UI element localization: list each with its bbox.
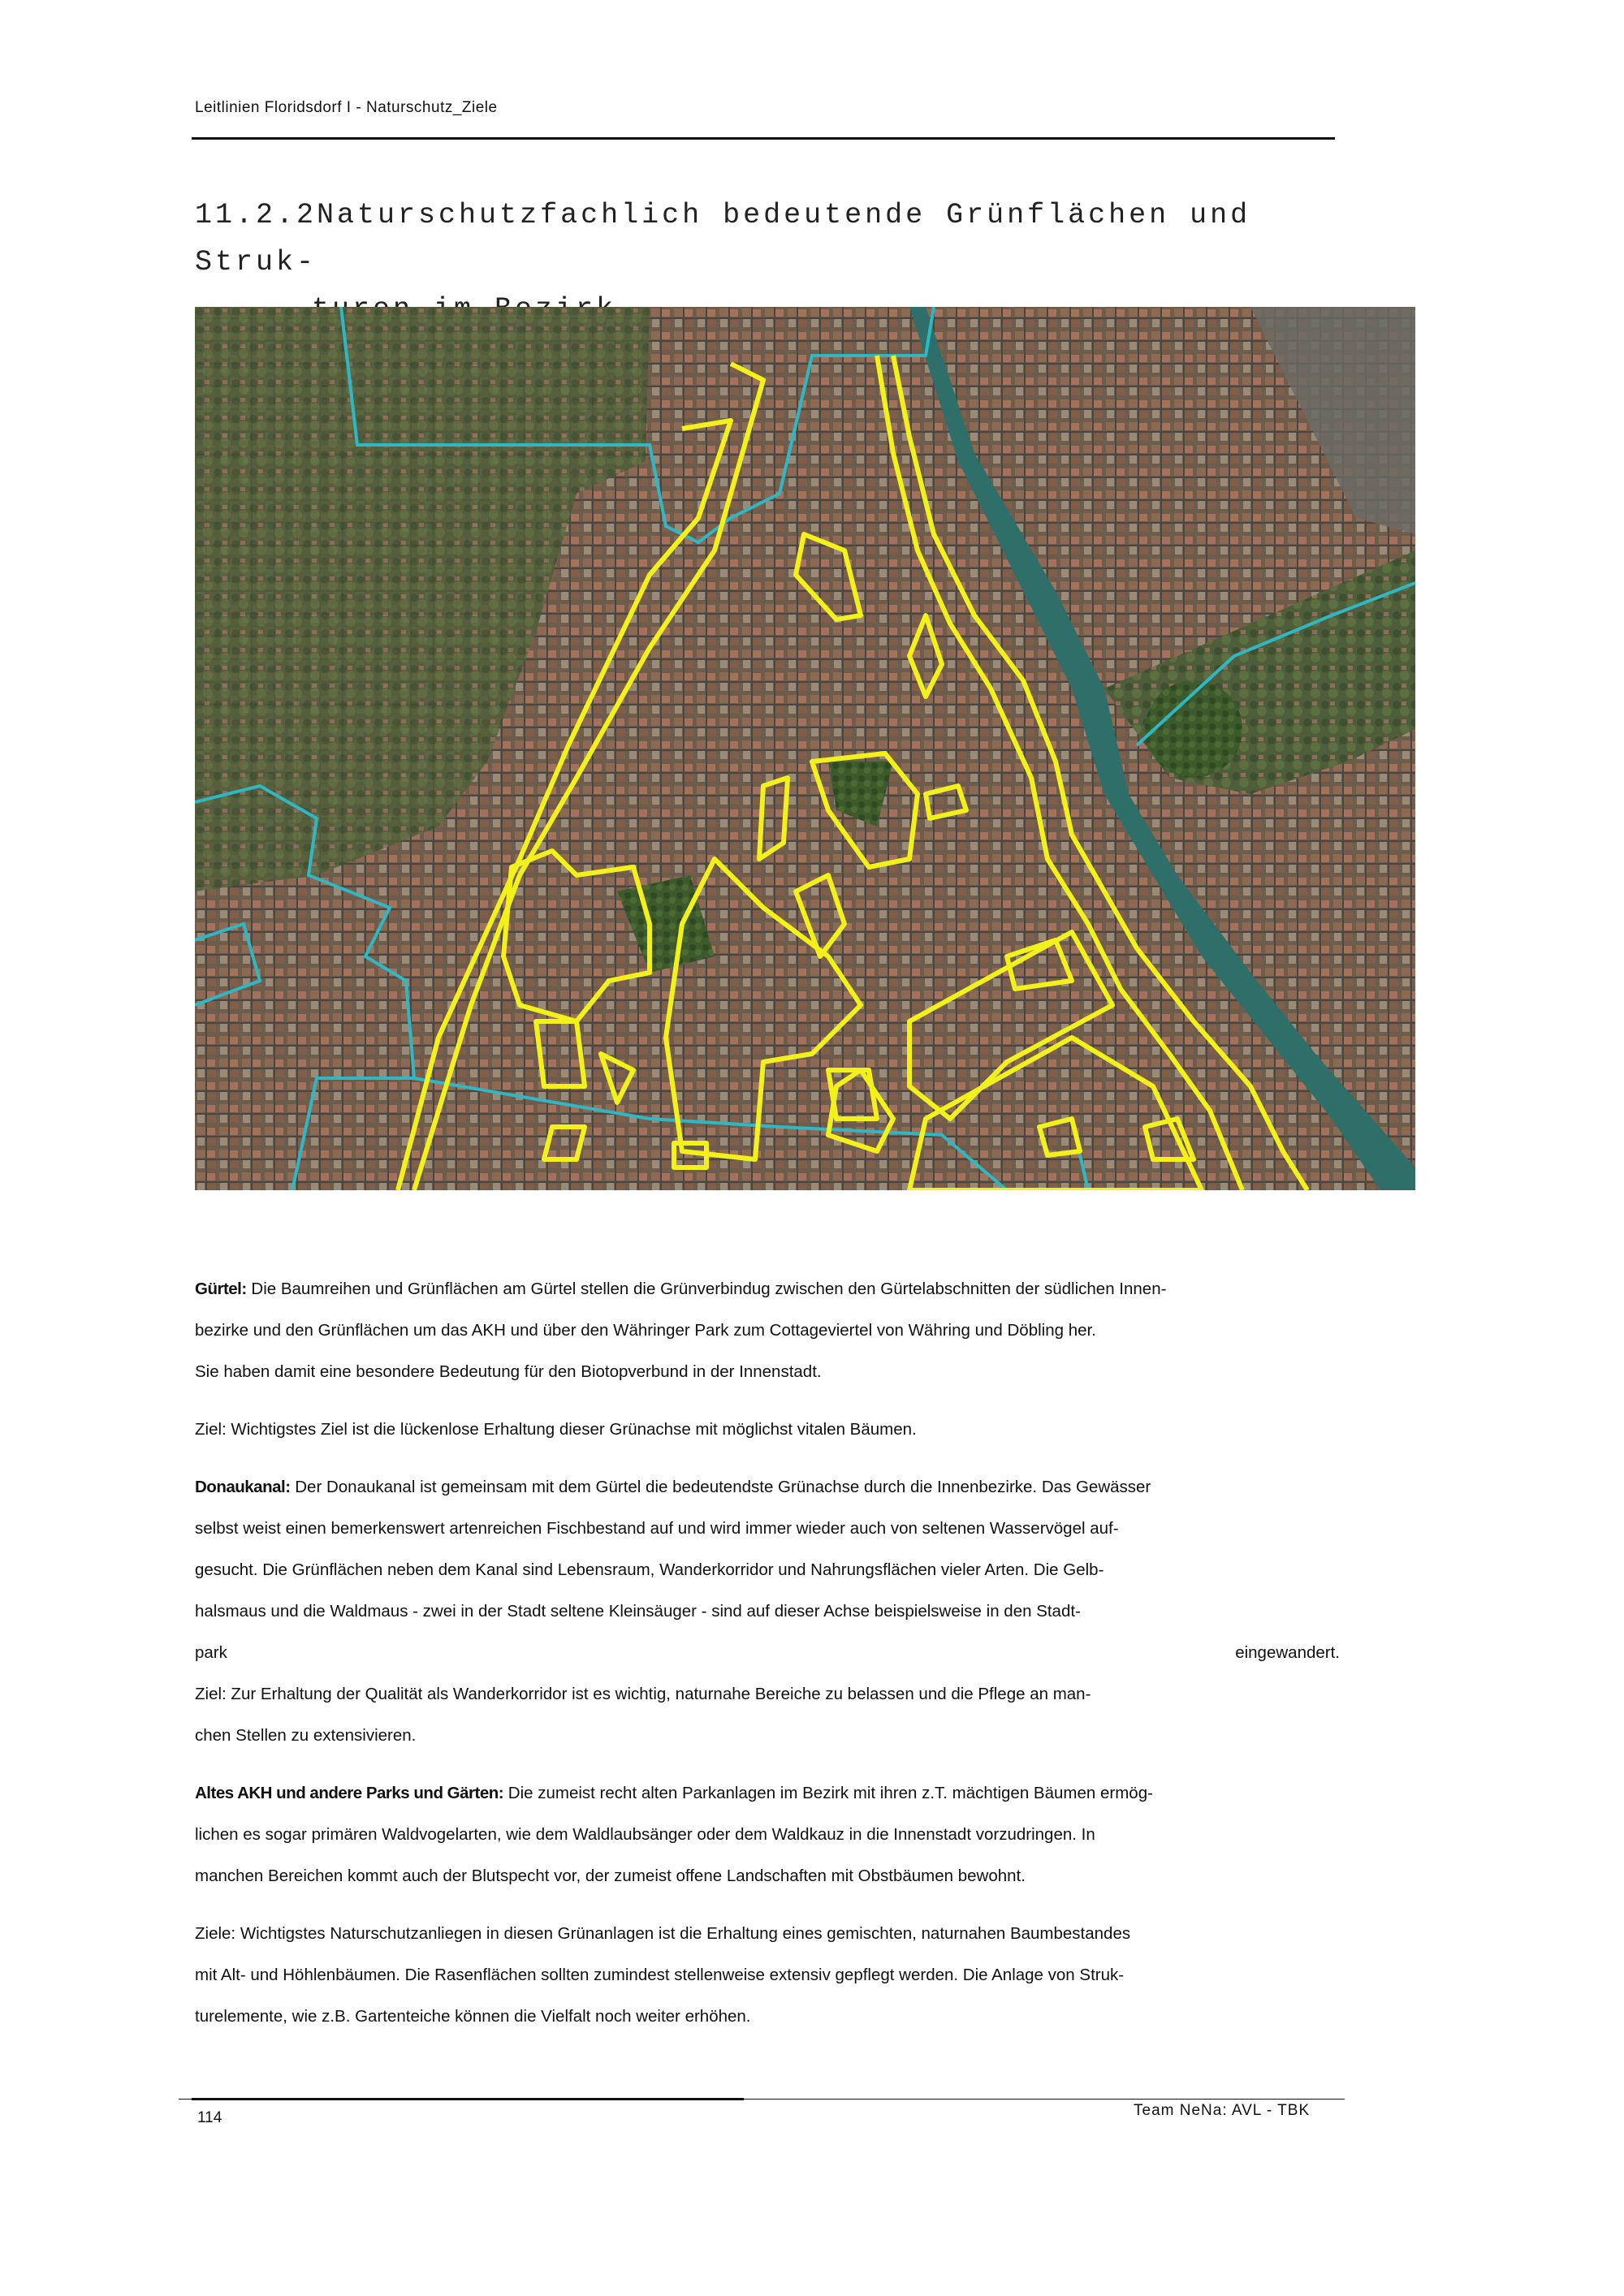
footer-team: Team NeNa: AVL - TBK (1134, 2102, 1311, 2119)
donaukanal-goal: Ziel: Zur Erhaltung der Qualität als Wanderkorridor ist es wichtig, naturnahe Bereiche zu belassen und die Pflege an man- (195, 1685, 1091, 1703)
body-text (195, 1268, 1340, 2037)
guertel-line: Die Baumreihen und Grünflächen am Gürtel stellen die Grünverbindug zwischen den Gürtelabschnitten der südlichen Innen- (251, 1280, 1167, 1298)
guertel-line: Sie haben damit eine besondere Bedeutung für den Biotopverbund in der Innenstadt. (195, 1362, 822, 1381)
spacer (245, 1897, 1340, 1913)
akh-goal: turelemente, wie z.B. Gartenteiche können die Vielfalt noch weiter erhöhen. (195, 2007, 751, 2026)
donaukanal-line: halsmaus und die Waldmaus - zwei in der Stadt seltene Kleinsäuger - sind auf dieser Achse beispielsweise in den Stadt- (195, 1602, 1081, 1621)
spacer (195, 1756, 1340, 1772)
term-guertel: Gürtel: (195, 1280, 247, 1298)
donaukanal-goal: chen Stellen zu extensivieren. (195, 1726, 417, 1745)
section-title-line1: Naturschutzfachlich bedeutende Grünflächen und Struk- (195, 199, 1251, 278)
spacer (195, 1450, 1340, 1466)
spacer (245, 1392, 1340, 1409)
guertel-line: bezirke und den Grünflächen um das AKH und über den Währinger Park zum Cottageviertel von Währing und Döbling her. (195, 1321, 1096, 1340)
term-akh: Altes AKH und andere Parks und Gärten: (195, 1784, 504, 1802)
footer-rule-thick (192, 2098, 744, 2100)
akh-line: manchen Bereichen kommt auch der Blutspecht vor, der zumeist offene Landschaften mit Obstbäumen bewohnt. (195, 1867, 1026, 1885)
akh-line: Die zumeist recht alten Parkanlagen im Bezirk mit ihren z.T. mächtigen Bäumen ermög- (508, 1784, 1153, 1802)
guertel-goal: Ziel: Wichtigstes Ziel ist die lückenlose Erhaltung dieser Grünachse mit möglichst vitalen Bäumen. (195, 1420, 917, 1439)
paragraph-guertel (195, 1268, 1340, 1450)
donaukanal-line-right: eingewandert. (1235, 1643, 1340, 1662)
donaukanal-line: Der Donaukanal ist gemeinsam mit dem Gürtel die bedeutendste Grünachse durch die Innenbezirke. Das Gewässer (295, 1478, 1151, 1496)
akh-goal: Ziele: Wichtigstes Naturschutzanliegen in diesen Grünanlagen ist die Erhaltung eines gemischten, naturnahen Baumbestandes (195, 1924, 1131, 1943)
aerial-map (195, 307, 1415, 1190)
paragraph-akh (195, 1772, 1340, 2037)
page-number: 114 (197, 2109, 222, 2126)
donaukanal-line: park eingewandert. (245, 1632, 1340, 1673)
term-donaukanal: Donaukanal: (195, 1478, 291, 1496)
running-header: Leitlinien Floridsdorf I - Naturschutz_Ziele (195, 99, 498, 116)
paragraph-donaukanal (195, 1466, 1340, 1756)
section-number: 11.2.2 (195, 199, 317, 231)
donaukanal-line: selbst weist einen bemerkenswert artenreichen Fischbestand auf und wird immer wieder auch von seltenen Wasservögel auf- (195, 1519, 1119, 1538)
donaukanal-line: gesucht. Die Grünflächen neben dem Kanal sind Lebensraum, Wanderkorridor und Nahrungsflächen vieler Arten. Die Gelb- (195, 1560, 1104, 1579)
akh-goal: mit Alt- und Höhlenbäumen. Die Rasenflächen sollten zumindest stellenweise extensiv gepflegt werden. Die Anlage von Struk- (195, 1966, 1125, 1984)
header-rule (192, 137, 1335, 140)
akh-line: lichen es sogar primären Waldvogelarten, wie dem Waldlaubsänger oder dem Waldkauz in die Innenstadt vorzudringen. In (195, 1825, 1095, 1844)
